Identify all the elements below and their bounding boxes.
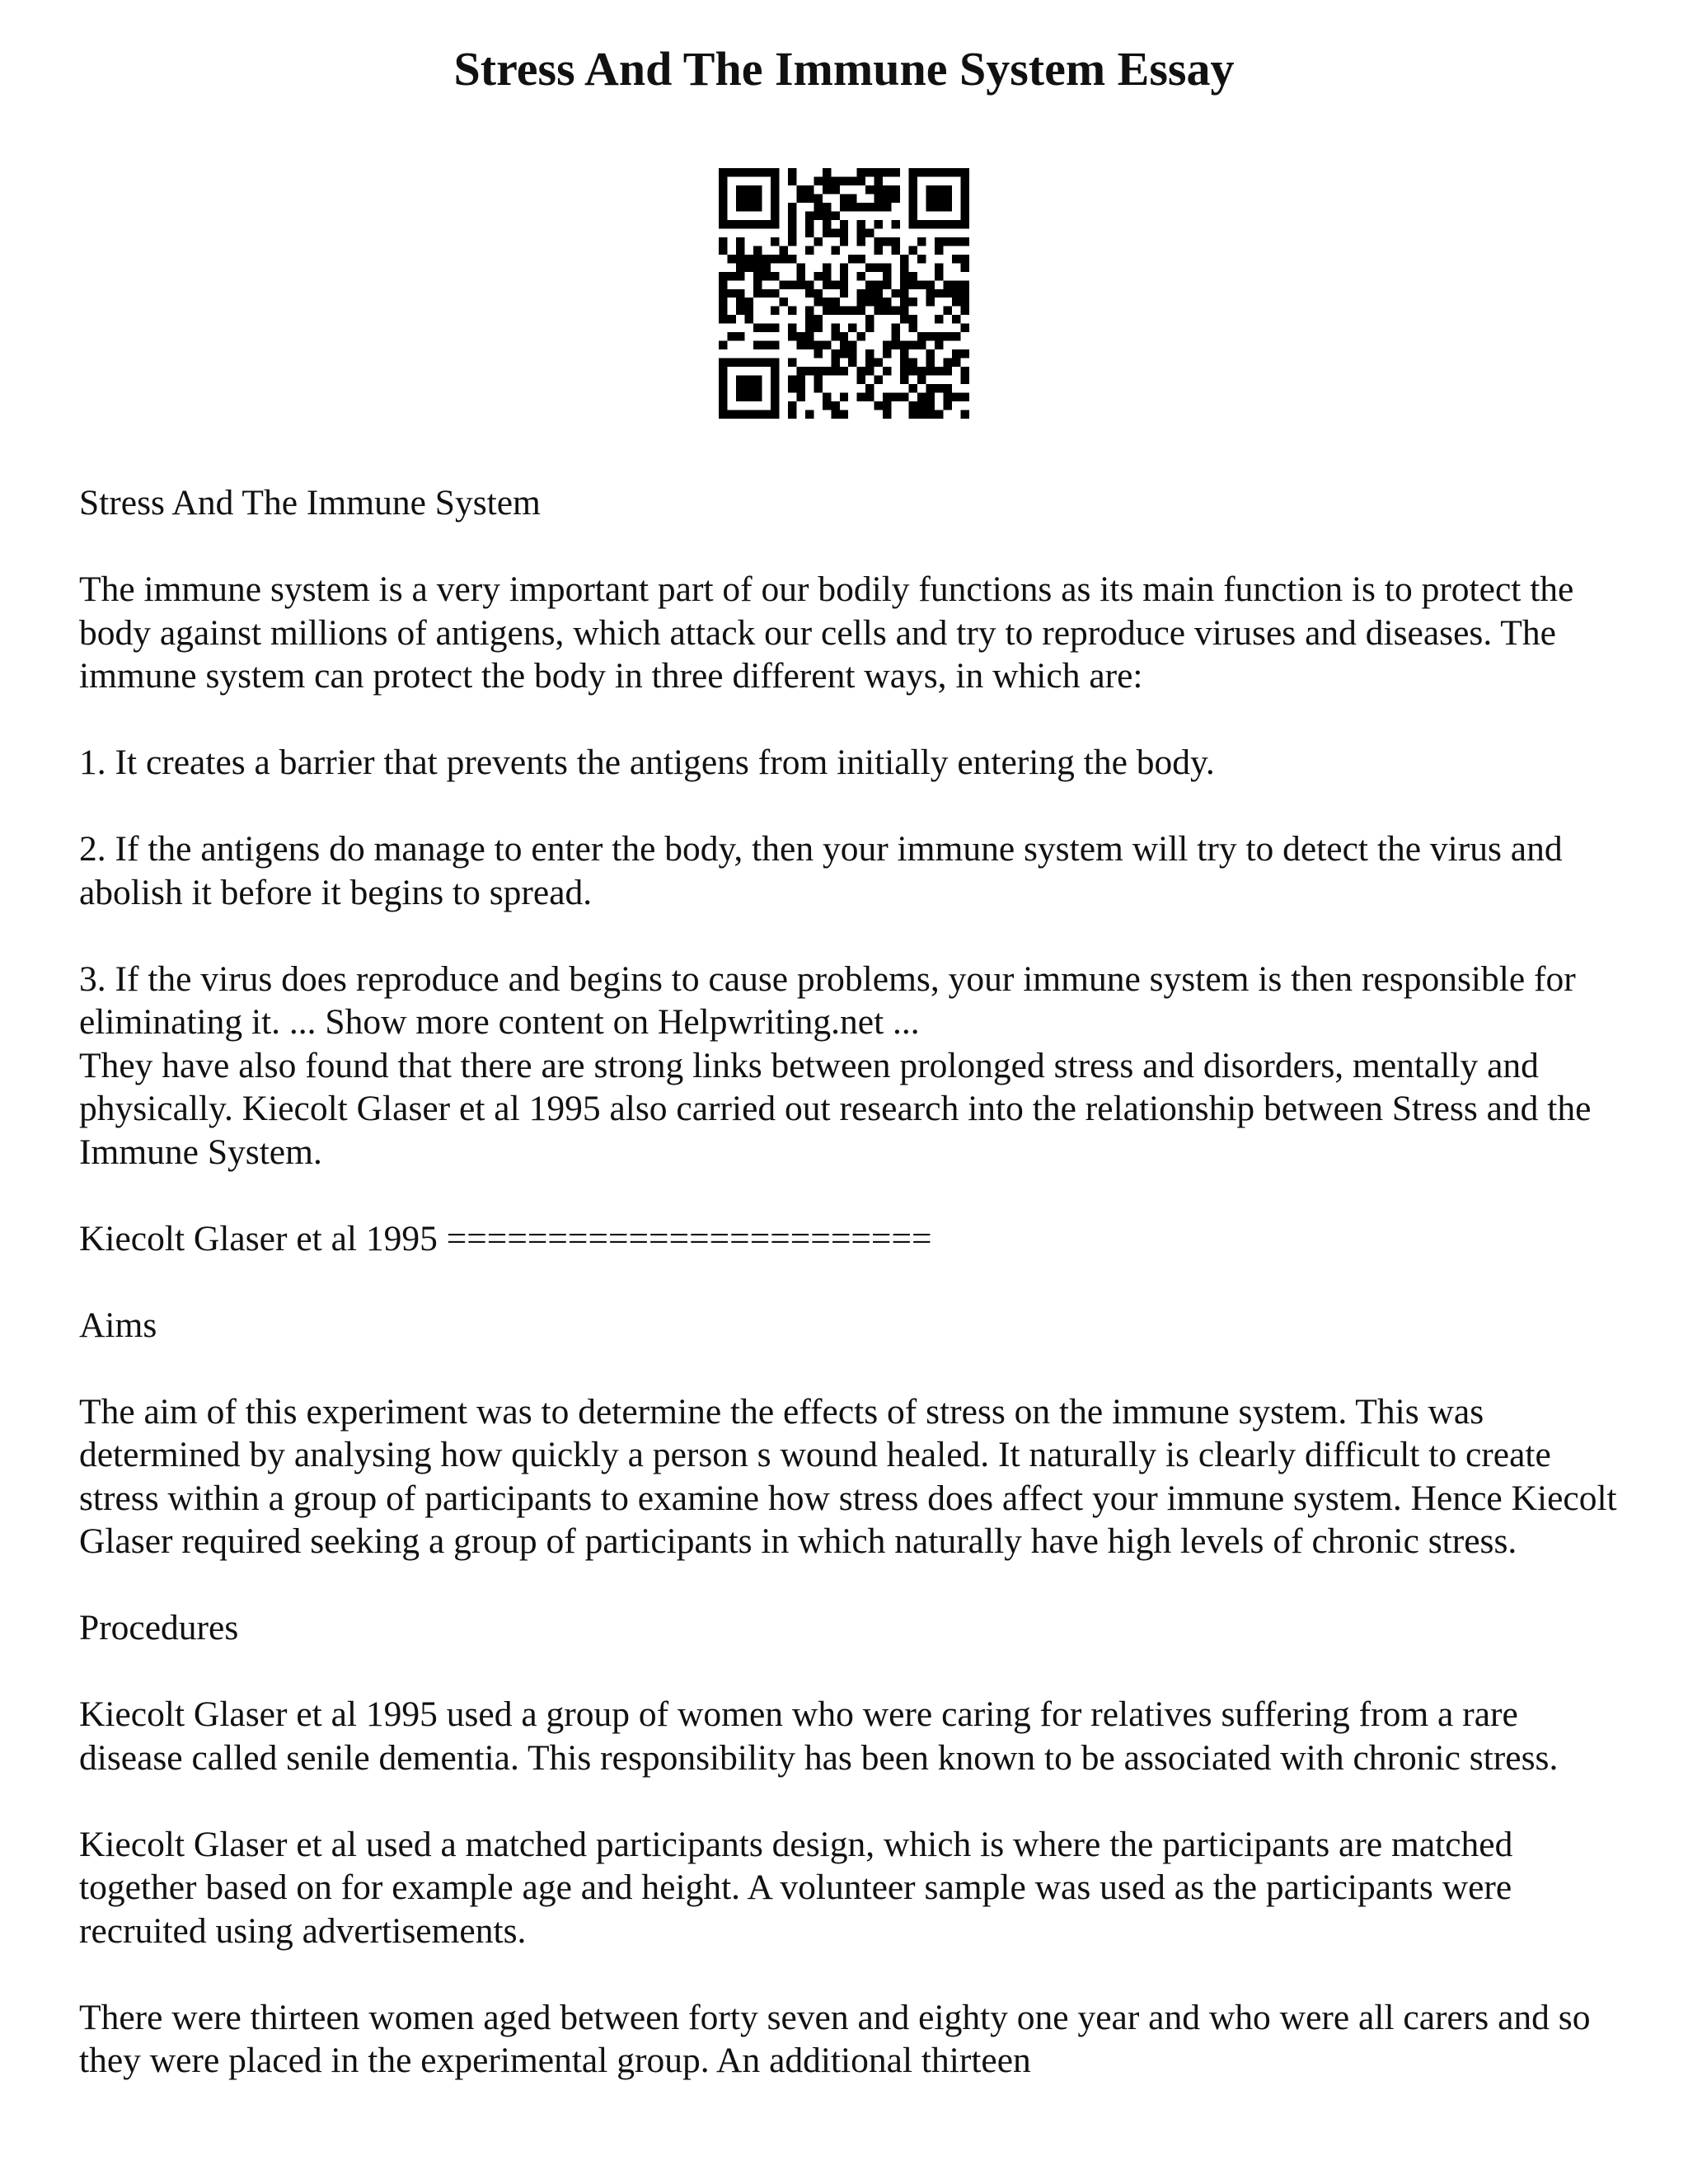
section-heading: Aims bbox=[79, 1305, 157, 1345]
paragraph: Kiecolt Glaser et al used a matched participants design, which is where the participants are matched together based on for example age and height. A volunteer sample was used as the participants were recruited using advertisements. bbox=[79, 1824, 1513, 1951]
section-heading: Procedures bbox=[79, 1608, 239, 1647]
document-body bbox=[79, 481, 1629, 2083]
paragraph: Kiecolt Glaser et al 1995 used a group of women who were caring for relatives suffering from a rare disease called senile dementia. This responsibility has been known to be associated with chronic stress. bbox=[79, 1694, 1559, 1778]
section-heading: Stress And The Immune System bbox=[79, 483, 541, 523]
document-title: Stress And The Immune System Essay bbox=[453, 42, 1235, 96]
list-item: 2. If the antigens do manage to enter the body, then your immune system will try to detect the virus and abolish it before it begins to spread. bbox=[79, 829, 1563, 912]
qr-code-icon bbox=[719, 168, 969, 419]
list-item: 3. If the virus does reproduce and begins to cause problems, your immune system is then responsible for eliminating it. ... Show more content on Helpwriting.net ... bbox=[79, 958, 1576, 1042]
paragraph: The aim of this experiment was to determine the effects of stress on the immune system. This was determined by analysing how quickly a person s wound healed. It naturally is clearly difficult to create stress within a group of participants to examine how stress does affect your immune system. Hence Kiecolt Glaser required seeking a group of participants in which naturally have high levels of chronic stress. bbox=[79, 1391, 1617, 1561]
list-item: 1. It creates a barrier that prevents the antigens from initially entering the body. bbox=[79, 743, 1215, 782]
section-heading: Kiecolt Glaser et al 1995 ======================== bbox=[79, 1218, 932, 1258]
paragraph: The immune system is a very important part of our bodily functions as its main function is to protect the body against millions of antigens, which attack our cells and try to reproduce viruses and diseases. The immune system can protect the body in three different ways, in which are: bbox=[79, 569, 1574, 696]
paragraph: They have also found that there are strong links between prolonged stress and disorders, mentally and physically. Kiecolt Glaser et al 1995 also carried out research into the relationship between Stress and the Immune System. bbox=[79, 1045, 1592, 1172]
paragraph: There were thirteen women aged between forty seven and eighty one year and who were all carers and so they were placed in the experimental group. An additional thirteen bbox=[79, 1997, 1591, 2080]
